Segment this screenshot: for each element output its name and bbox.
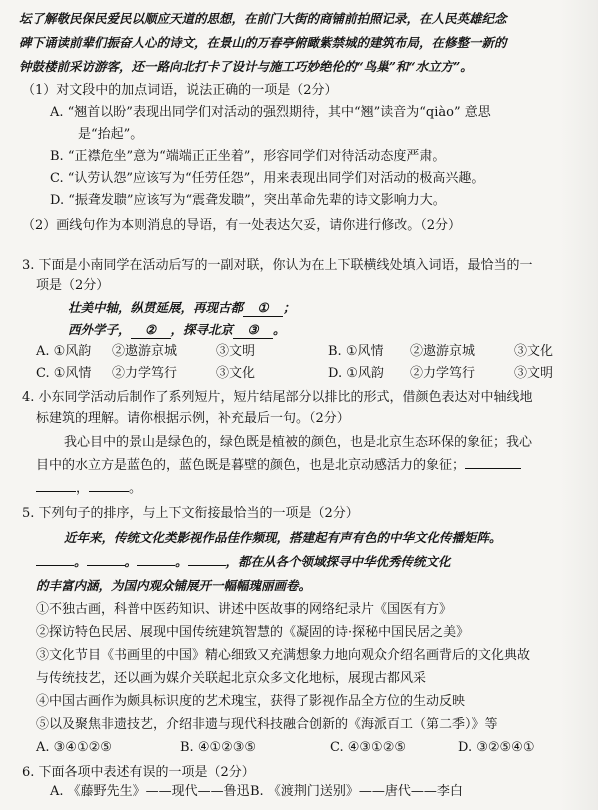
q6-stem: 6. 下面各项中表述有误的一项是（2分） bbox=[22, 765, 255, 780]
q3-option-c-1: C. ①风情 bbox=[36, 366, 92, 381]
q5-sentence-3: ③文化节目《书画里的中国》精心细致又充满想象力地向观众介绍名画背后的文化典故 bbox=[36, 648, 531, 663]
q4-stem-2: 标建筑的理解。请你根据示例，补充最后一句。（2分） bbox=[36, 411, 350, 426]
q5-context-2: 。 。 。 ，都在从各个领域探寻中华优秀传统文化 bbox=[36, 554, 451, 570]
q2-stem: （2）画线句作为本则消息的导语，有一处表达欠妥，请你进行修改。（2分） bbox=[22, 218, 462, 233]
q5-sentence-4: ④中国古画作为颇具标识度的艺术瑰宝，获得了影视作品全方位的生动反映 bbox=[36, 694, 466, 709]
intro-line-1: 坛了解敬民保民爱民以顺应天道的思想，在前门大街的商铺前拍照记录，在人民英雄纪念 bbox=[19, 11, 507, 26]
q4-passage-3-end: 。 bbox=[129, 481, 143, 496]
q5-option-b: B. ④①②③⑤ bbox=[180, 740, 257, 755]
q5-sentence-2: ②探访特色民居、展现中国传统建筑智慧的《凝固的诗·探秘中国民居之美》 bbox=[36, 625, 470, 640]
q3-stem-1: 3. 下面是小南同学在活动后写的一副对联，你认为在上下联横线处填入词语，最恰当的一 bbox=[22, 258, 533, 273]
q5-context-2-text: ，都在从各个领域探寻中华优秀传统文化 bbox=[225, 554, 451, 569]
q4-answer-blank-1[interactable] bbox=[465, 468, 521, 469]
q5-context-3: 的丰富内涵，为国内观众铺展开一幅幅瑰丽画卷。 bbox=[36, 578, 312, 593]
intro-line-2: 碑下诵读前辈们振奋人心的诗文，在景山的万春亭俯瞰紫禁城的建筑布局，在修整一新的 bbox=[19, 35, 507, 50]
q3-option-b-3: ③文化 bbox=[514, 344, 554, 359]
q1-option-b: B. “正襟危坐”意为“端端正正坐着”，形容同学们对待活动态度严肃。 bbox=[50, 149, 446, 164]
q3-option-a-1: A. ①风韵 bbox=[36, 344, 92, 359]
q1-option-a: A. “翘首以盼”表现出同学们对活动的强烈期待，其中“翘”读音为“qiào” 意思 bbox=[50, 105, 491, 120]
q5-option-a: A. ③④①②⑤ bbox=[36, 740, 112, 755]
q5-sentence-1: ①不独古画，科普中医药知识、讲述中医故事的网络纪录片《国医有方》 bbox=[36, 602, 453, 617]
q5-sentence-3-cont: 与传统技艺，还以画为媒介关联起北京众多文化地标，展现古都风采 bbox=[36, 671, 427, 686]
blank-2[interactable]: ② bbox=[131, 322, 171, 339]
q5-context-1: 近年来，传统文化类影视作品佳作频现，搭建起有声有色的中华文化传播矩阵。 bbox=[64, 530, 502, 545]
q5-sentence-5: ⑤以及聚焦非遗技艺，介绍非遗与现代科技融合创新的《海派百工（第二季）》等 bbox=[36, 717, 498, 732]
q3-couplet-upper bbox=[68, 300, 296, 317]
q1-stem: （1）对文段中的加点词语，说法正确的一项是（2分） bbox=[22, 83, 338, 98]
scan-shadow bbox=[560, 0, 598, 810]
q5-option-c: C. ④③①②⑤ bbox=[330, 740, 407, 755]
q3-stem-2: 项是（2分） bbox=[36, 278, 110, 293]
q6-option-b: B. 《渡荆门送别》——唐代——李白 bbox=[250, 784, 463, 799]
q4-passage-2-text: 目中的水立方是蓝色的，蓝色既是暮壁的颜色，也是北京动感活力的象征； bbox=[36, 458, 466, 473]
q5-blank-3[interactable] bbox=[137, 565, 175, 566]
q4-passage-2 bbox=[36, 458, 521, 474]
blank-1[interactable]: ① bbox=[243, 300, 283, 317]
q4-passage-3: ， 。 bbox=[36, 481, 142, 497]
q3-option-d-2: ②力学笃行 bbox=[410, 366, 476, 381]
q4-stem-1: 4. 小东同学活动后制作了系列短片，短片结尾部分以排比的形式，借颜色表达对中轴线地 bbox=[22, 390, 533, 405]
q3-option-a-2: ②遨游京城 bbox=[112, 344, 178, 359]
q3-couplet-upper-text: 壮美中轴，纵贯延展，再现古都 bbox=[68, 300, 244, 315]
q1-option-d: D. “振聋发聩”应该写为“震聋发聩”，突出革命先辈的诗文影响力大。 bbox=[50, 193, 446, 208]
q6-option-a: A. 《藤野先生》——现代——鲁迅 bbox=[50, 784, 250, 799]
q3-option-a-3: ③文明 bbox=[216, 344, 256, 359]
q3-couplet-lower-text: 西外学子， bbox=[68, 322, 131, 337]
q5-blank-4[interactable] bbox=[188, 565, 226, 566]
q4-answer-blank-3[interactable] bbox=[89, 491, 129, 492]
q3-option-d-1: D. ①风韵 bbox=[328, 366, 384, 381]
q1-option-a-cont: 是“抬起”。 bbox=[78, 127, 144, 142]
q4-passage-1: 我心目中的景山是绿色的，绿色既是植被的颜色，也是北京生态环保的象征；我心 bbox=[64, 435, 533, 450]
q5-option-d: D. ③②⑤④① bbox=[458, 740, 535, 755]
q3-couplet-lower-mid: ，探寻北京 bbox=[170, 322, 234, 337]
q1-option-c: C. “认劳认怨”应该写为“任劳任怨”，用来表现出同学们对活动的极高兴趣。 bbox=[50, 171, 485, 186]
q3-couplet-lower bbox=[68, 322, 286, 339]
q3-option-c-2: ②力学笃行 bbox=[112, 366, 178, 381]
q3-option-d-3: ③文明 bbox=[514, 366, 554, 381]
q3-option-c-3: ③文化 bbox=[216, 366, 256, 381]
q3-option-b-2: ②遨游京城 bbox=[410, 344, 476, 359]
q3-couplet-upper-end: ； bbox=[283, 300, 296, 315]
intro-line-3: 钟鼓楼前采访游客，还一路向北打卡了设计与施工巧妙绝伦的“鸟巢”和“水立方”。 bbox=[19, 59, 473, 74]
q5-blank-2[interactable] bbox=[87, 565, 125, 566]
q4-answer-blank-2[interactable] bbox=[36, 491, 76, 492]
blank-3[interactable]: ③ bbox=[233, 322, 273, 339]
q5-stem: 5. 下列句子的排序，与上下文衔接最恰当的一项是（2分） bbox=[22, 506, 359, 521]
q3-couplet-lower-end: 。 bbox=[273, 322, 286, 337]
q5-blank-1[interactable] bbox=[36, 565, 74, 566]
q3-option-b-1: B. ①风情 bbox=[328, 344, 384, 359]
